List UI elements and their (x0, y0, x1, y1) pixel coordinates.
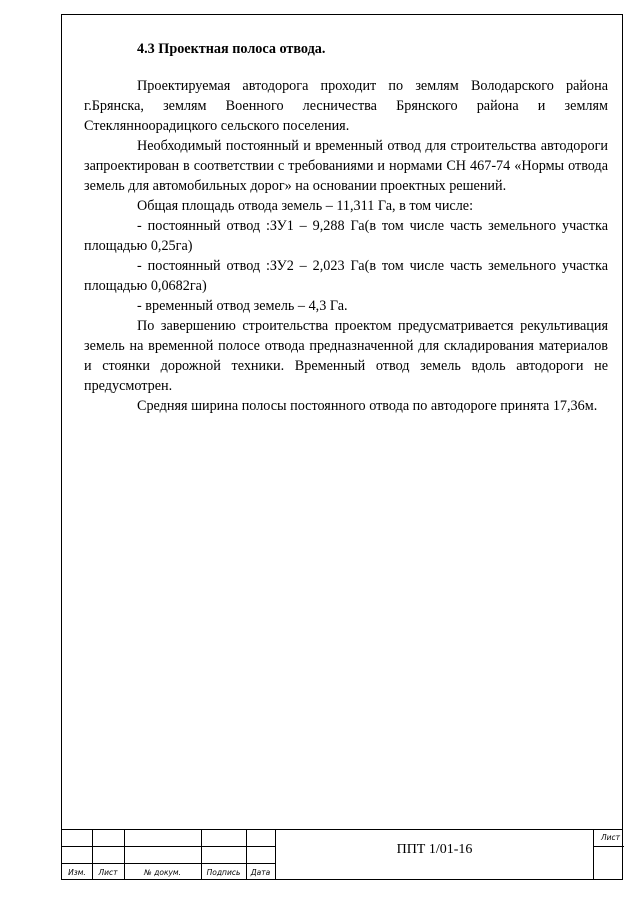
stamp-label-date: Дата (250, 868, 271, 877)
paragraph-zu2: - постоянный отвод :ЗУ2 – 2,023 Га(в том числе часть земельного участка площадью 0,0682га) (84, 258, 608, 294)
paragraph-recultivation: По завершению строительства проектом предусматривается рекультивация земель на временной полосе отвода предназначенной для складирования материалов и стоянки дорожной техники. Временный отвод земель вдоль автодороги не предусмотрен. (84, 318, 608, 394)
paragraph-route: Проектируемая автодорога проходит по землям Володарского района г.Брянска, землям Военного лесничества Брянского района и землям Стеклянноорадицкого сельского поселения. (84, 78, 608, 134)
section-heading: 4.3 Проектная полоса отвода. (137, 41, 326, 57)
title-block (62, 829, 622, 879)
document-body (84, 39, 608, 416)
stamp-label-doc-number: № докум. (144, 868, 181, 877)
paragraph-total-area: Общая площадь отвода земель – 11,311 Га, в том числе: (137, 198, 474, 214)
stamp-label-sheet: Лист (98, 868, 118, 877)
paragraph-allocation-basis: Необходимый постоянный и временный отвод для строительства автодороги запроектирован в соответствии с требованиями и нормами СН 467-74 «Нормы отвода земель для автомобильных дорог» на основании проектных решений. (84, 138, 608, 194)
paragraph-average-width: Средняя ширина полосы постоянного отвода по автодороге принята 17,36м. (137, 398, 598, 414)
paragraph-temporary: - временный отвод земель – 4,3 Га. (137, 298, 348, 314)
stamp-label-change: Изм. (68, 868, 86, 877)
stamp-sheet-label: Лист (600, 833, 620, 842)
document-code: ППТ 1/01-16 (396, 842, 473, 857)
paragraph-zu1: - постоянный отвод :ЗУ1 – 9,288 Га(в том числе часть земельного участка площадью 0,25га) (84, 218, 608, 254)
stamp-label-signature: Подпись (206, 868, 241, 877)
drawing-frame (61, 14, 623, 880)
